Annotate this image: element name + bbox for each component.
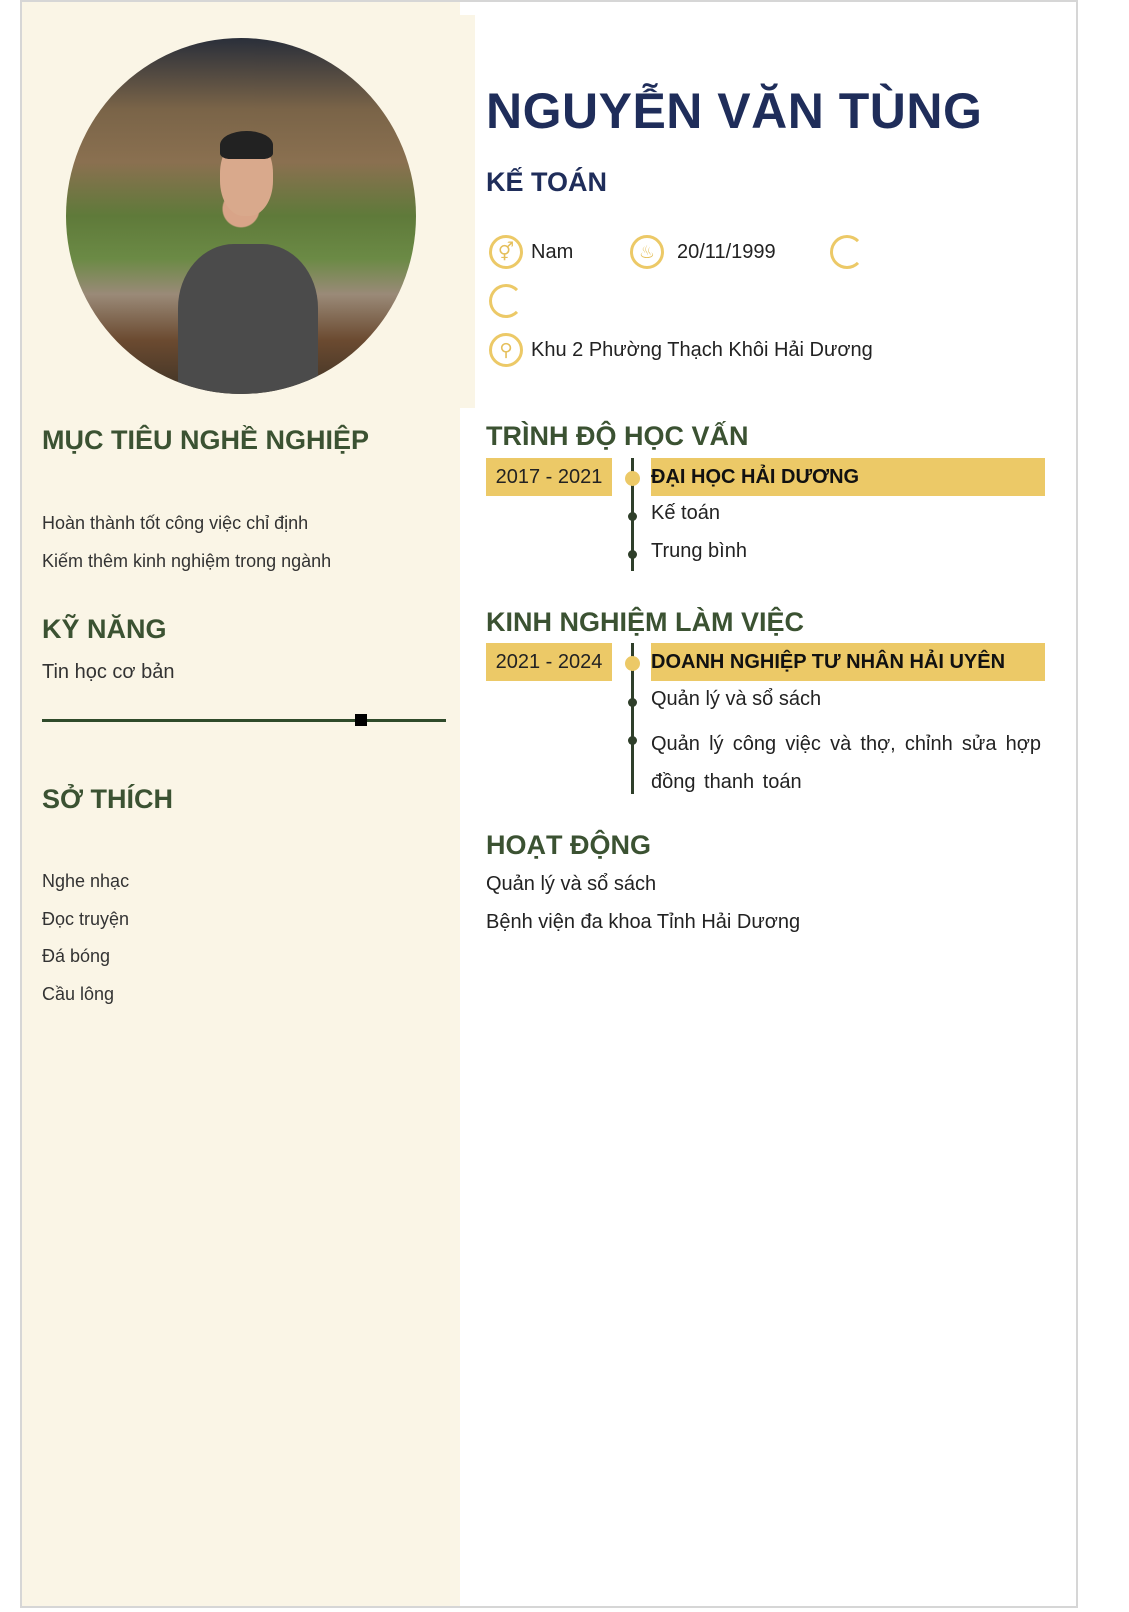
timeline-dot <box>628 736 637 745</box>
sidebar-extension <box>460 15 475 408</box>
school-name: ĐẠI HỌC HẢI DƯƠNG <box>651 458 1045 496</box>
timeline-dot <box>628 698 637 707</box>
experience-detail: Quản lý và sổ sách <box>651 688 822 710</box>
skill-level-bar <box>42 719 446 722</box>
hobby-item: Cầu lông <box>42 984 115 1004</box>
timeline-dot <box>625 471 640 486</box>
birthday-value: 20/11/1999 <box>677 241 776 263</box>
hobby-item: Đọc truyện <box>42 909 130 929</box>
hobbies-title: SỞ THÍCH <box>42 784 174 814</box>
photo-hair <box>220 131 273 159</box>
hobby-item: Nghe nhạc <box>42 871 130 891</box>
timeline-dot <box>625 656 640 671</box>
timeline-dot <box>628 550 637 559</box>
objective-item: Hoàn thành tốt công việc chỉ định <box>42 513 309 533</box>
map-pin-icon: ⚲ <box>489 333 523 367</box>
address-value: Khu 2 Phường Thạch Khôi Hải Dương <box>531 339 873 361</box>
objective-title: MỤC TIÊU NGHỀ NGHIỆP <box>42 425 370 455</box>
birthday-cake-icon: ♨ <box>630 235 664 269</box>
activity-item: Bệnh viện đa khoa Tỉnh Hải Dương <box>486 911 801 933</box>
skills-title: KỸ NĂNG <box>42 614 167 644</box>
hobby-item: Đá bóng <box>42 946 111 966</box>
timeline-dot <box>628 512 637 521</box>
candidate-name: NGUYỄN VĂN TÙNG <box>486 83 983 139</box>
skill-name: Tin học cơ bản <box>42 661 175 683</box>
experience-title: KINH NGHIỆM LÀM VIỆC <box>486 607 805 637</box>
gender-value: Nam <box>531 241 574 263</box>
photo-figure <box>178 244 318 394</box>
education-years: 2017 - 2021 <box>486 458 612 496</box>
education-title: TRÌNH ĐỘ HỌC VẤN <box>486 421 749 451</box>
education-detail: Kế toán <box>651 502 720 524</box>
job-title: KẾ TOÁN <box>486 167 608 197</box>
experience-years: 2021 - 2024 <box>486 643 612 681</box>
objective-item: Kiếm thêm kinh nghiệm trong ngành <box>42 551 332 571</box>
activity-item: Quản lý và sổ sách <box>486 873 657 895</box>
gender-icon: ⚥ <box>489 235 523 269</box>
experience-detail: Quản lý công việc và thợ, chỉnh sửa hợp đồng thanh toán <box>651 733 1041 793</box>
skill-level-marker <box>355 714 367 726</box>
education-detail: Trung bình <box>651 540 747 562</box>
phone-icon <box>830 235 864 269</box>
email-icon <box>489 284 523 318</box>
activities-title: HOẠT ĐỘNG <box>486 830 651 860</box>
company-name: DOANH NGHIỆP TƯ NHÂN HẢI UYÊN <box>651 643 1045 681</box>
profile-photo <box>66 38 416 394</box>
